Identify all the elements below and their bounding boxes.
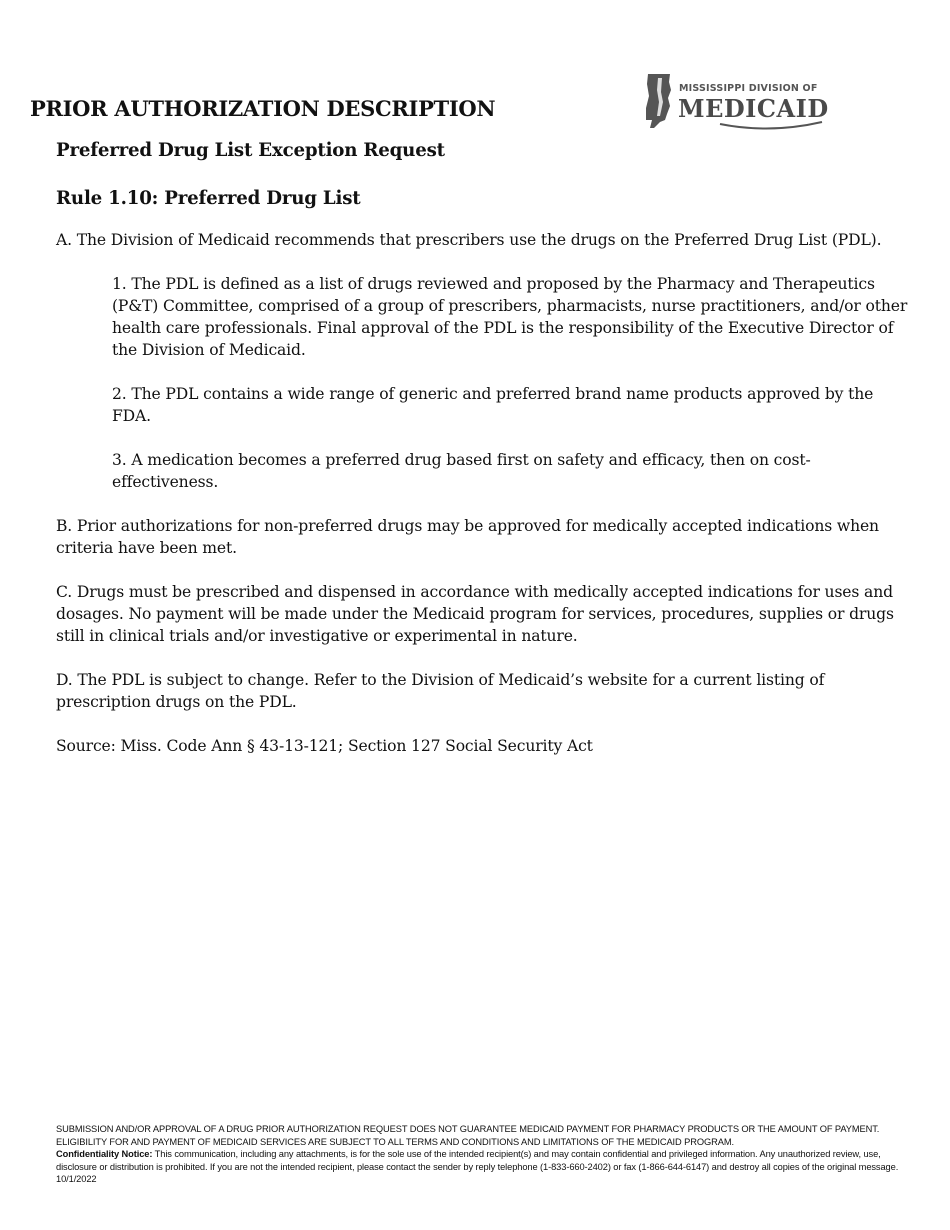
paragraph-a: A. The Division of Medicaid recommends that prescribers use the drugs on the Preferred Drug List (PDL). (56, 231, 882, 249)
paragraph-d: D. The PDL is subject to change. Refer to the Division of Medicaid’s website for a current listing of prescription drugs on the PDL. (56, 671, 825, 711)
paragraph-c: C. Drugs must be prescribed and dispensed in accordance with medically accepted indications for uses and dosages. No payment will be made under the Medicaid program for services, procedures, supplies or drugs still in clinical trials and/or investigative or experimental in nature. (56, 583, 894, 645)
list-item-1: 1. The PDL is defined as a list of drugs reviewed and proposed by the Pharmacy and Therapeutics (P&T) Committee, comprised of a group of prescribers, pharmacists, nurse practitioners, and/or other health care professionals. Final approval of the PDL is the responsibility of the Executive Director of the Division of Medicaid. (112, 275, 908, 359)
list-item-2: 2. The PDL contains a wide range of generic and preferred brand name products approved by the FDA. (112, 385, 874, 425)
confidentiality-notice (56, 1148, 916, 1173)
paragraph-b: B. Prior authorizations for non-preferred drugs may be approved for medically accepted indications when criteria have been met. (56, 517, 879, 557)
list-item-3: 3. A medication becomes a preferred drug based first on safety and efficacy, then on cost-effectiveness. (112, 451, 811, 491)
medicaid-logo (640, 72, 829, 132)
rule-title: Rule 1.10: Preferred Drug List (56, 188, 361, 209)
logo-swoosh (640, 72, 825, 132)
document-subtitle: Preferred Drug List Exception Request (56, 140, 445, 161)
footer-line-1: SUBMISSION AND/OR APPROVAL OF A DRUG PRIOR AUTHORIZATION REQUEST DOES NOT GUARANTEE MEDICAID PAYMENT FOR PHARMACY PRODUCTS OR THE AMOUNT OF PAYMENT. (56, 1124, 880, 1134)
footer-date: 10/1/2022 (56, 1174, 97, 1185)
logo-top-text: MISSISSIPPI DIVISION OF (679, 83, 818, 94)
source-citation: Source: Miss. Code Ann § 43-13-121; Section 127 Social Security Act (56, 737, 593, 755)
footer-disclaimer (56, 1123, 916, 1186)
confidentiality-label: Confidentiality Notice: (56, 1149, 153, 1160)
confidentiality-text: This communication, including any attachments, is for the sole use of the intended recipient(s) and may contain confidential and privileged information. Any unauthorized review, use, disclosure or distribution is prohibited. If you are not the intended recipient, please contact the sender by reply telephone (1-833-660-2402) or fax (1-866-644-6147) and destroy all copies of the original message. (56, 1149, 899, 1172)
logo-main-text: MEDICAID (678, 94, 829, 123)
document-body (56, 140, 916, 757)
page-title: PRIOR AUTHORIZATION DESCRIPTION (30, 96, 496, 121)
footer-line-2: ELIGIBILITY FOR AND PAYMENT OF MEDICAID SERVICES ARE SUBJECT TO ALL TERMS AND CONDITIONS AND LIMITATIONS OF THE MEDICAID PROGRAM. (56, 1136, 734, 1147)
